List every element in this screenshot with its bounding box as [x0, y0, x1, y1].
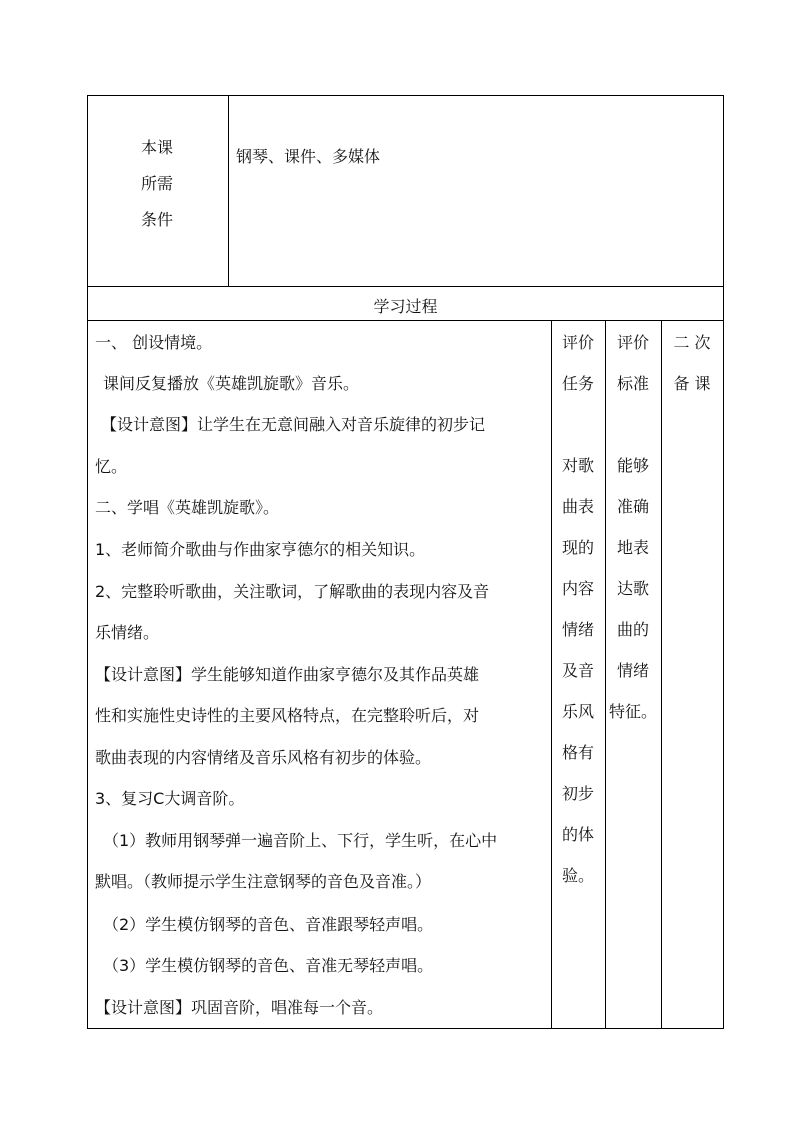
process-line: （2）学生模仿钢琴的音色、音准跟琴轻声唱。: [103, 915, 434, 934]
process-line: 【设计意图】巩固音阶，唱准每一个音。: [95, 998, 384, 1017]
evaluation-task-column: [553, 322, 603, 896]
process-line: 【设计意图】让学生在无意间融入对音乐旋律的初步记: [101, 415, 486, 434]
requirements-label-line: 本课: [140, 138, 173, 157]
table-border-bottom: [87, 1028, 724, 1029]
table-border-left: [87, 95, 88, 1029]
evaluation-standard-content-line: 曲的: [616, 620, 649, 639]
standard-divider: [661, 320, 662, 1029]
process-line: 二、学唱《英雄凯旋歌》。: [95, 498, 280, 517]
evaluation-standard-content-line: 准确: [616, 497, 649, 516]
second-preparation-column: [663, 322, 721, 404]
evaluation-standard-content-line: 达歌: [616, 579, 649, 598]
requirements-content: 钢琴、课件、多媒体: [236, 147, 381, 166]
process-line: （1）教师用钢琴弹一遍音阶上、下行，学生听，在心中: [103, 831, 498, 850]
task-divider: [605, 320, 606, 1029]
process-line: 乐情绪。: [95, 623, 160, 642]
evaluation-task-content-line: 内容: [561, 579, 594, 598]
evaluation-standard-content-line: 地表: [616, 538, 649, 557]
evaluation-task-content-line: 曲表: [561, 497, 594, 516]
process-line: 歌曲表现的内容情绪及音乐风格有初步的体验。: [95, 748, 432, 767]
table-border-header-bottom: [87, 286, 724, 287]
evaluation-task-content-line: 验。: [561, 866, 594, 885]
process-line: 2、完整聆听歌曲，关注歌词，了解歌曲的表现内容及音: [95, 582, 490, 601]
second-preparation-header-line: 二 次: [673, 333, 711, 352]
requirements-label-line: 所需: [140, 174, 173, 193]
evaluation-standard-content-line: 情绪: [616, 661, 649, 680]
evaluation-task-content-line: 乐风: [561, 702, 594, 721]
learning-process-title: 学习过程: [373, 297, 438, 316]
process-line: （3）学生模仿钢琴的音色、音准无琴轻声唱。: [103, 956, 434, 975]
process-line: 默唱。（教师提示学生注意钢琴的音色及音准。）: [95, 872, 432, 891]
process-line: 【设计意图】学生能够知道作曲家亨德尔及其作品英雄: [95, 665, 480, 684]
process-line: 性和实施性史诗性的主要风格特点，在完整聆听后，对: [95, 706, 480, 725]
table-border-title-bottom: [87, 320, 724, 321]
evaluation-task-content-line: 初步: [561, 784, 594, 803]
evaluation-task-content-line: 格有: [561, 743, 594, 762]
evaluation-task-content-line: 及音: [561, 661, 594, 680]
process-line: 课间反复播放《英雄凯旋歌》音乐。: [103, 374, 360, 393]
process-divider: [551, 320, 552, 1029]
evaluation-task-content-line: 对歌: [561, 456, 594, 475]
process-line: 3、复习C大调音阶。: [95, 789, 245, 808]
evaluation-task-content-line: 的体: [561, 825, 594, 844]
evaluation-task-content-line: 情绪: [561, 620, 594, 639]
evaluation-standard-content-line: 能够: [616, 456, 649, 475]
evaluation-standard-column: [607, 322, 659, 732]
process-line: 一、 创设情境。: [95, 333, 213, 352]
process-line: 忆。: [95, 457, 128, 476]
label-divider: [228, 95, 229, 286]
process-line: 1、老师简介歌曲与作曲家亨德尔的相关知识。: [95, 540, 426, 559]
evaluation-standard-content-line: 特征。: [608, 702, 657, 721]
requirements-label: [120, 136, 194, 244]
requirements-label-line: 条件: [140, 210, 173, 229]
evaluation-task-header-line: 评价: [561, 333, 594, 352]
table-border-right: [723, 95, 724, 1029]
table-border-top: [87, 95, 724, 96]
evaluation-task-content-line: 现的: [561, 538, 594, 557]
evaluation-standard-header-line: 评价: [616, 333, 649, 352]
second-preparation-header-line: 备 课: [673, 374, 711, 393]
evaluation-standard-header-line: 标准: [616, 374, 649, 393]
evaluation-task-header-line: 任务: [561, 374, 594, 393]
